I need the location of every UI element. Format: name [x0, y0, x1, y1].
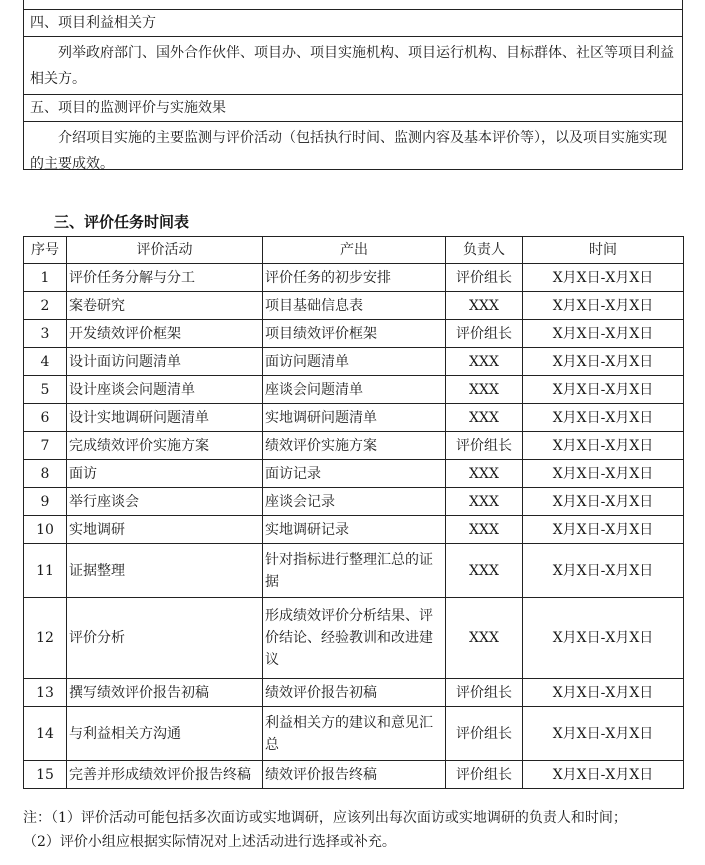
row-number: 4	[24, 348, 67, 376]
row-activity: 完善并形成绩效评价报告终稿	[67, 761, 263, 789]
row-activity: 设计座谈会问题清单	[67, 376, 263, 404]
row-output: 评价任务的初步安排	[263, 264, 446, 292]
table-row	[24, 544, 684, 598]
row-number: 12	[24, 598, 67, 679]
row-owner: XXX	[446, 292, 523, 320]
row-number: 3	[24, 320, 67, 348]
stakeholders-heading: 四、项目利益相关方	[24, 10, 682, 37]
row-number: 2	[24, 292, 67, 320]
row-time: X月X日-X月X日	[523, 679, 684, 707]
row-number: 15	[24, 761, 67, 789]
row-time: X月X日-X月X日	[523, 598, 684, 679]
table-row	[24, 348, 684, 376]
table-row	[24, 679, 684, 707]
header-output: 产出	[263, 237, 446, 264]
row-number: 10	[24, 516, 67, 544]
row-owner: XXX	[446, 488, 523, 516]
row-activity: 面访	[67, 460, 263, 488]
row-output: 座谈会记录	[263, 488, 446, 516]
stakeholders-text: 列举政府部门、国外合作伙伴、项目办、项目实施机构、项目运行机构、目标群体、社区等项目利益相关方。	[24, 37, 682, 95]
row-activity: 案卷研究	[67, 292, 263, 320]
row-output: 利益相关方的建议和意见汇总	[263, 707, 446, 761]
row-number: 11	[24, 544, 67, 598]
row-activity: 举行座谈会	[67, 488, 263, 516]
row-output: 实地调研问题清单	[263, 404, 446, 432]
row-time: X月X日-X月X日	[523, 488, 684, 516]
row-activity: 评价分析	[67, 598, 263, 679]
table-header-row	[24, 237, 684, 264]
table-row	[24, 598, 684, 679]
header-no: 序号	[24, 237, 67, 264]
table-row	[24, 264, 684, 292]
row-owner: 评价组长	[446, 761, 523, 789]
row-activity: 设计实地调研问题清单	[67, 404, 263, 432]
row-time: X月X日-X月X日	[523, 460, 684, 488]
row-output: 项目绩效评价框架	[263, 320, 446, 348]
row-owner: XXX	[446, 460, 523, 488]
row-owner: 评价组长	[446, 679, 523, 707]
row-activity: 证据整理	[67, 544, 263, 598]
row-owner: XXX	[446, 404, 523, 432]
row-activity: 完成绩效评价实施方案	[67, 432, 263, 460]
table-row	[24, 488, 684, 516]
row-output: 面访记录	[263, 460, 446, 488]
row-output: 形成绩效评价分析结果、评价结论、经验教训和改进建议	[263, 598, 446, 679]
row-output: 面访问题清单	[263, 348, 446, 376]
table-row	[24, 404, 684, 432]
row-time: X月X日-X月X日	[523, 376, 684, 404]
row-activity: 实地调研	[67, 516, 263, 544]
row-output: 项目基础信息表	[263, 292, 446, 320]
row-time: X月X日-X月X日	[523, 544, 684, 598]
row-number: 9	[24, 488, 67, 516]
row-time: X月X日-X月X日	[523, 264, 684, 292]
header-time: 时间	[523, 237, 684, 264]
row-time: X月X日-X月X日	[523, 320, 684, 348]
footnote-line-2: （2）评价小组应根据实际情况对上述活动进行选择或补充。	[23, 834, 396, 850]
row-time: X月X日-X月X日	[523, 404, 684, 432]
row-number: 1	[24, 264, 67, 292]
row-output: 针对指标进行整理汇总的证据	[263, 544, 446, 598]
table-row	[24, 707, 684, 761]
row-time: X月X日-X月X日	[523, 432, 684, 460]
row-time: X月X日-X月X日	[523, 516, 684, 544]
row-activity: 与利益相关方沟通	[67, 707, 263, 761]
table-row	[24, 320, 684, 348]
table-row	[24, 432, 684, 460]
row-number: 14	[24, 707, 67, 761]
row-output: 绩效评价实施方案	[263, 432, 446, 460]
row-number: 7	[24, 432, 67, 460]
table-row	[24, 292, 684, 320]
header-activity: 评价活动	[67, 237, 263, 264]
project-info-box	[23, 0, 683, 170]
row-output: 绩效评价报告初稿	[263, 679, 446, 707]
row-owner: XXX	[446, 516, 523, 544]
table-row	[24, 516, 684, 544]
footnote	[23, 806, 695, 854]
row-output: 实地调研记录	[263, 516, 446, 544]
row-time: X月X日-X月X日	[523, 761, 684, 789]
row-owner: XXX	[446, 376, 523, 404]
row-activity: 设计面访问题清单	[67, 348, 263, 376]
row-time: X月X日-X月X日	[523, 707, 684, 761]
table-row	[24, 460, 684, 488]
row-activity: 评价任务分解与分工	[67, 264, 263, 292]
row-number: 13	[24, 679, 67, 707]
row-owner: 评价组长	[446, 707, 523, 761]
row-owner: XXX	[446, 544, 523, 598]
row-owner: 评价组长	[446, 432, 523, 460]
row-owner: 评价组长	[446, 264, 523, 292]
row-time: X月X日-X月X日	[523, 348, 684, 376]
row-activity: 撰写绩效评价报告初稿	[67, 679, 263, 707]
monitoring-text: 介绍项目实施的主要监测与评价活动（包括执行时间、监测内容及基本评价等），以及项目实施实现的主要成效。	[30, 130, 667, 172]
row-time: X月X日-X月X日	[523, 292, 684, 320]
monitoring-heading: 五、项目的监测评价与实施效果	[24, 95, 682, 122]
header-owner: 负责人	[446, 237, 523, 264]
table-row	[24, 761, 684, 789]
row-output: 座谈会问题清单	[263, 376, 446, 404]
task-schedule-table	[23, 236, 684, 789]
section-title: 三、评价任务时间表	[54, 213, 190, 231]
row-number: 5	[24, 376, 67, 404]
row-number: 8	[24, 460, 67, 488]
row-output: 绩效评价报告终稿	[263, 761, 446, 789]
row-owner: XXX	[446, 348, 523, 376]
table-row	[24, 376, 684, 404]
top-spacer-row	[24, 0, 682, 10]
row-number: 6	[24, 404, 67, 432]
footnote-line-1: 注：（1）评价活动可能包括多次面访或实地调研，应该列出每次面访或实地调研的负责人和时间；	[23, 810, 627, 826]
row-owner: 评价组长	[446, 320, 523, 348]
row-owner: XXX	[446, 598, 523, 679]
row-activity: 开发绩效评价框架	[67, 320, 263, 348]
